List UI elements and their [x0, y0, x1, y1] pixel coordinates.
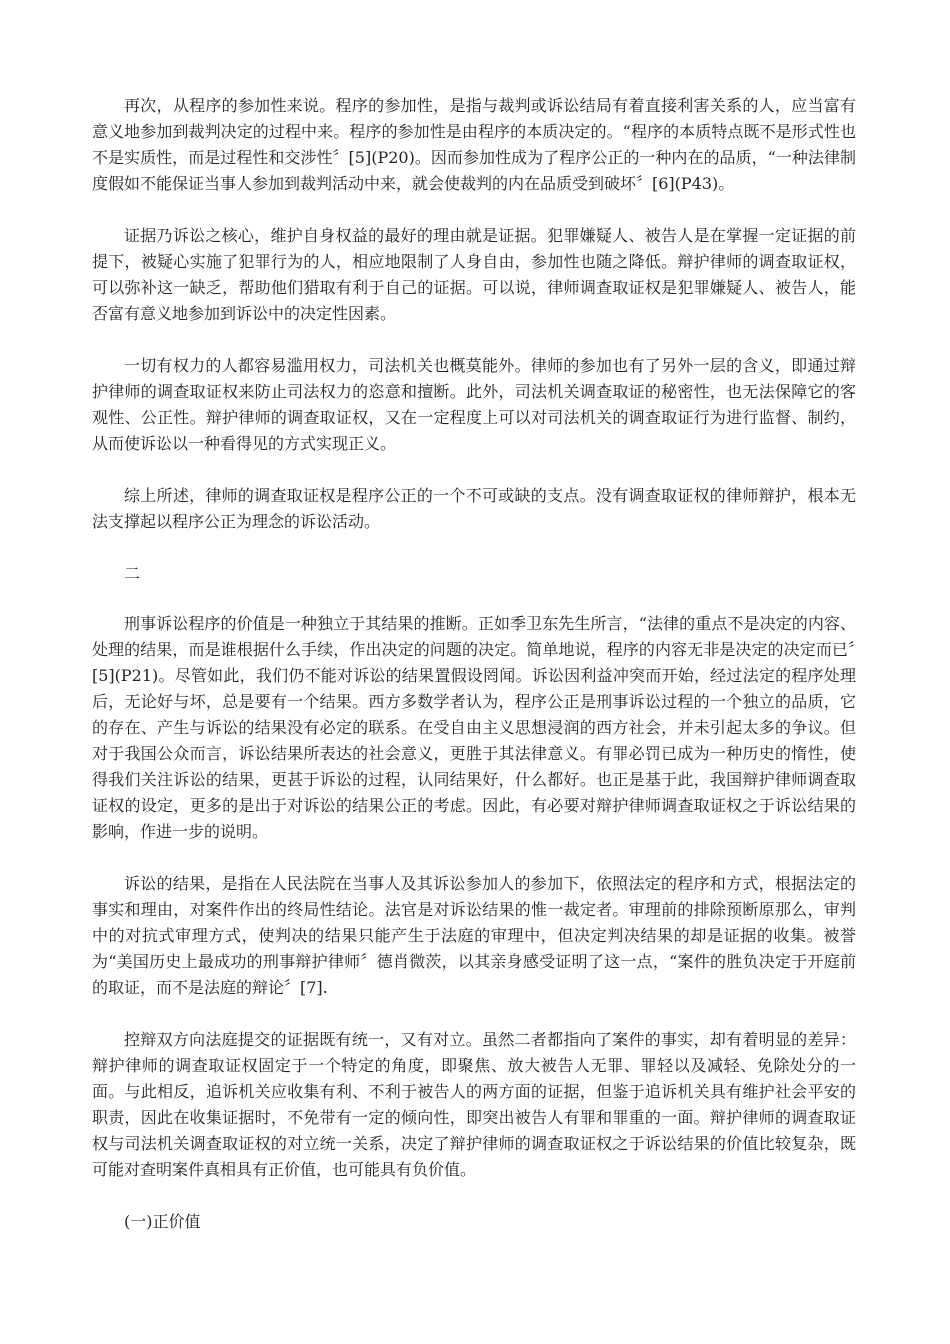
- paragraph-abuse-of-power: 一切有权力的人都容易滥用权力，司法机关也概莫能外。律师的参加也有了另外一层的含义，即通过辩护律师的调查取证权来防止司法权力的恣意和擅断。此外，司法机关调查取证的秘密性，也无法保障它的客观性、公正性。辩护律师的调查取证权，又在一定程度上可以对司法机关的调查取证行为进行监督、制约，从而使诉讼以一种看得见的方式实现正义。: [92, 356, 856, 453]
- section-heading-two: 二: [124, 564, 141, 583]
- subsection-heading-positive-value: (一)正价值: [124, 1212, 201, 1231]
- paragraph-evidence-core: 证据乃诉讼之核心，维护自身权益的最好的理由就是证据。犯罪嫌疑人、被告人是在掌握一定证据的前提下，被疑心实施了犯罪行为的人，相应地限制了人身自由，参加性也随之降低。辩护律师的调查取证权，可以弥补这一缺乏，帮助他们猎取有利于自己的证据。可以说，律师调查取证权是犯罪嫌疑人、被告人，能否富有意义地参加到诉讼中的决定性因素。: [92, 226, 856, 323]
- paragraph-procedure-value: 刑事诉讼程序的价值是一种独立于其结果的推断。正如季卫东先生所言，“法律的重点不是决定的内容、处理的结果，而是谁根据什么手续，作出决定的问题的决定。简单地说，程序的内容无非是决定的决定而已〞[5](P21)。尽管如此，我们仍不能对诉讼的结果置假设罔闻。诉讼因利益冲突而开始，经过法定的程序处理后，无论好与坏，总是要有一个结果。西方多数学者认为，程序公正是刑事诉讼过程的一个独立的品质，它的存在、产生与诉讼的结果没有必定的联系。在受自由主义思想浸润的西方社会，并未引起太多的争议。但对于我国公众而言，诉讼结果所表达的社会意义，更胜于其法律意义。有罪必罚已成为一种历史的惰性，使得我们关注诉讼的结果，更甚于诉讼的过程，认同结果好，什么都好。也正是基于此，我国辩护律师调查取证权的设定，更多的是出于对诉讼的结果公正的考虑。因此，有必要对辩护律师调查取证权之于诉讼结果的影响，作进一步的说明。: [92, 614, 856, 841]
- paragraph-procedural-participation: 再次，从程序的参加性来说。程序的参加性，是指与裁判或诉讼结局有着直接利害关系的人，应当富有意义地参加到裁判决定的过程中来。程序的参加性是由程序的本质决定的。“程序的本质特点既不是形式性也不是实质性，而是过程性和交涉性〞[5](P20)。因而参加性成为了程序公正的一种内在的品质，“一种法律制度假如不能保证当事人参加到裁判活动中来，就会使裁判的内在品质受到破坏〞[6](P43)。: [92, 96, 856, 193]
- paragraph-litigation-result: 诉讼的结果，是指在人民法院在当事人及其诉讼参加人的参加下，依照法定的程序和方式，根据法定的事实和理由，对案件作出的终局性结论。法官是对诉讼结果的惟一裁定者。审理前的排除预断原那么，审判中的对抗式审理方式，使判决的结果只能产生于法庭的审理中，但决定判决结果的却是证据的收集。被誉为“美国历史上最成功的刑事辩护律师〞德肖微茨，以其亲身感受证明了这一点，“案件的胜负决定于开庭前的取证，而不是法庭的辩论〞[7].: [92, 874, 856, 997]
- document-body: [92, 93, 856, 1259]
- paragraph-prosecution-defense-evidence: 控辩双方向法庭提交的证据既有统一，又有对立。虽然二者都指向了案件的事实，却有着明显的差异：辩护律师的调查取证权固定于一个特定的角度，即聚焦、放大被告人无罪、罪轻以及减轻、免除处分的一面。与此相反，追诉机关应收集有利、不利于被告人的两方面的证据，但鉴于追诉机关具有维护社会平安的职责，因此在收集证据时，不免带有一定的倾向性，即突出被告人有罪和罪重的一面。辩护律师的调查取证权与司法机关调查取证权的对立统一关系，决定了辩护律师的调查取证权之于诉讼结果的价值比较复杂，既可能对查明案件真相具有正价值，也可能具有负价值。: [92, 1030, 856, 1179]
- paragraph-summary: 综上所述，律师的调查取证权是程序公正的一个不可或缺的支点。没有调查取证权的律师辩护，根本无法支撑起以程序公正为理念的诉讼活动。: [92, 486, 856, 531]
